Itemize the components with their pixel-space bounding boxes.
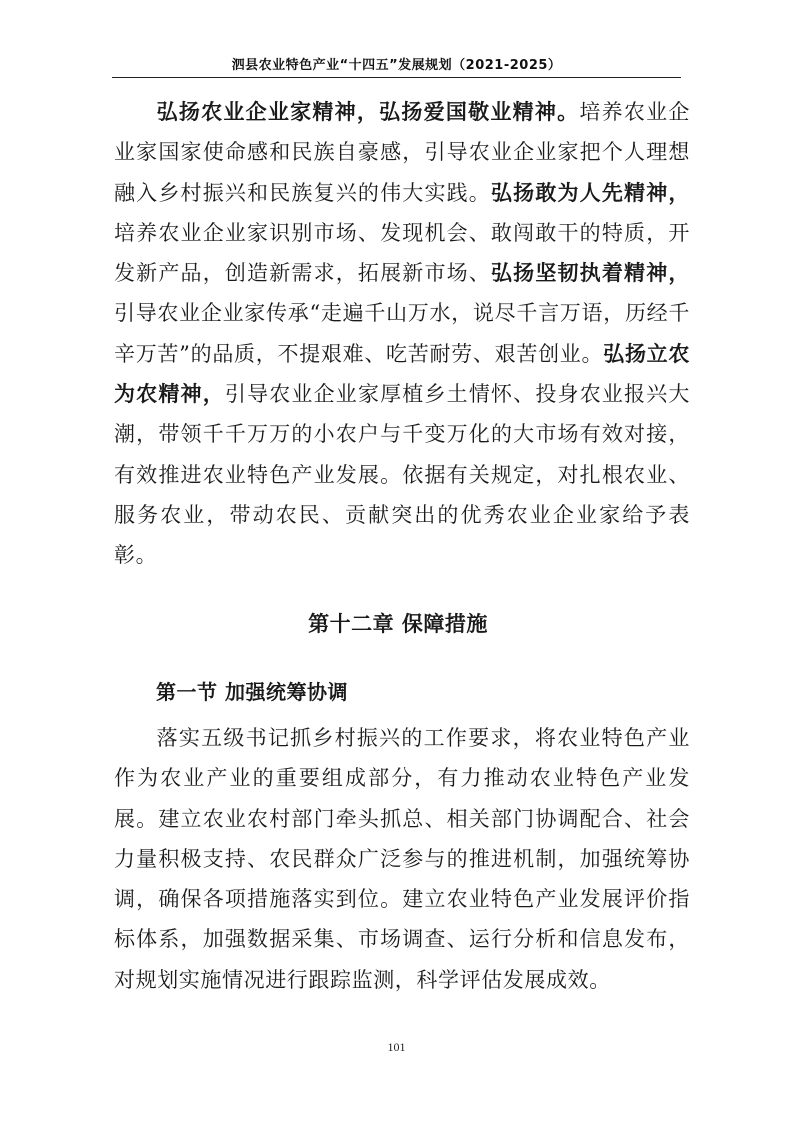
paragraph-entrepreneur-spirit xyxy=(114,92,690,576)
paragraph-text: 培养农业企业家国家使命感和民族自豪感，引导农业企业家把个人理想融入乡村振兴和民族复兴的伟大实践。 xyxy=(114,100,691,205)
bold-phrase: 弘扬敢为人先精神， xyxy=(490,180,690,205)
running-header: 泗县农业特色产业“十四五”发展规划（2021-2025） xyxy=(231,58,562,73)
bold-phrase: 弘扬农业企业家精神，弘扬爱国敬业精神。 xyxy=(156,100,580,124)
paragraph-text: 培养农业企业家识别市场、发现机会、敢闯敢干的特质，开发新产品，创造新需求，拓展新市场、 xyxy=(114,220,690,286)
paragraph-text: 落实五级书记抓乡村振兴的工作要求，将农业特色产业作为农业产业的重要组成部分，有力推动农业特色产业发展。建立农业农村部门牵头抓总、相关部门协调配合、社会力量积极支持、农民群众广泛参与的推进机制，加强统筹协调，确保各项措施落实到位。建立农业特色产业发展评价指标体系，加强数据采集、市场调查、运行分析和信息发布，对规划实施情况进行跟踪监测，科学评估发展成效。 xyxy=(114,726,690,992)
bold-phrase: 弘扬坚韧执着精神， xyxy=(490,261,690,286)
page-number: 101 xyxy=(387,1040,406,1054)
bold-phrase: 弘扬立农为农精神， xyxy=(114,341,690,407)
paragraph-coordination xyxy=(114,718,690,1000)
paragraph-text: 引导农业企业家传承“走遍千山万水，说尽千言万语，历经千辛万苦”的品质，不提艰难、吃苦耐劳、艰苦创业。 xyxy=(114,301,690,366)
section-title: 第一节 加强统筹协调 xyxy=(156,680,348,704)
chapter-title: 第十二章 保障措施 xyxy=(308,612,488,636)
header-rule xyxy=(112,77,681,78)
paragraph-text: 引导农业企业家厚植乡土情怀、投身农业报兴大潮，带领千千万万的小农户与千变万化的大市场有效对接，有效推进农业特色产业发展。依据有关规定，对扎根农业、服务农业，带动农民、贡献突出的优秀农业企业家给予表彰。 xyxy=(114,382,691,568)
